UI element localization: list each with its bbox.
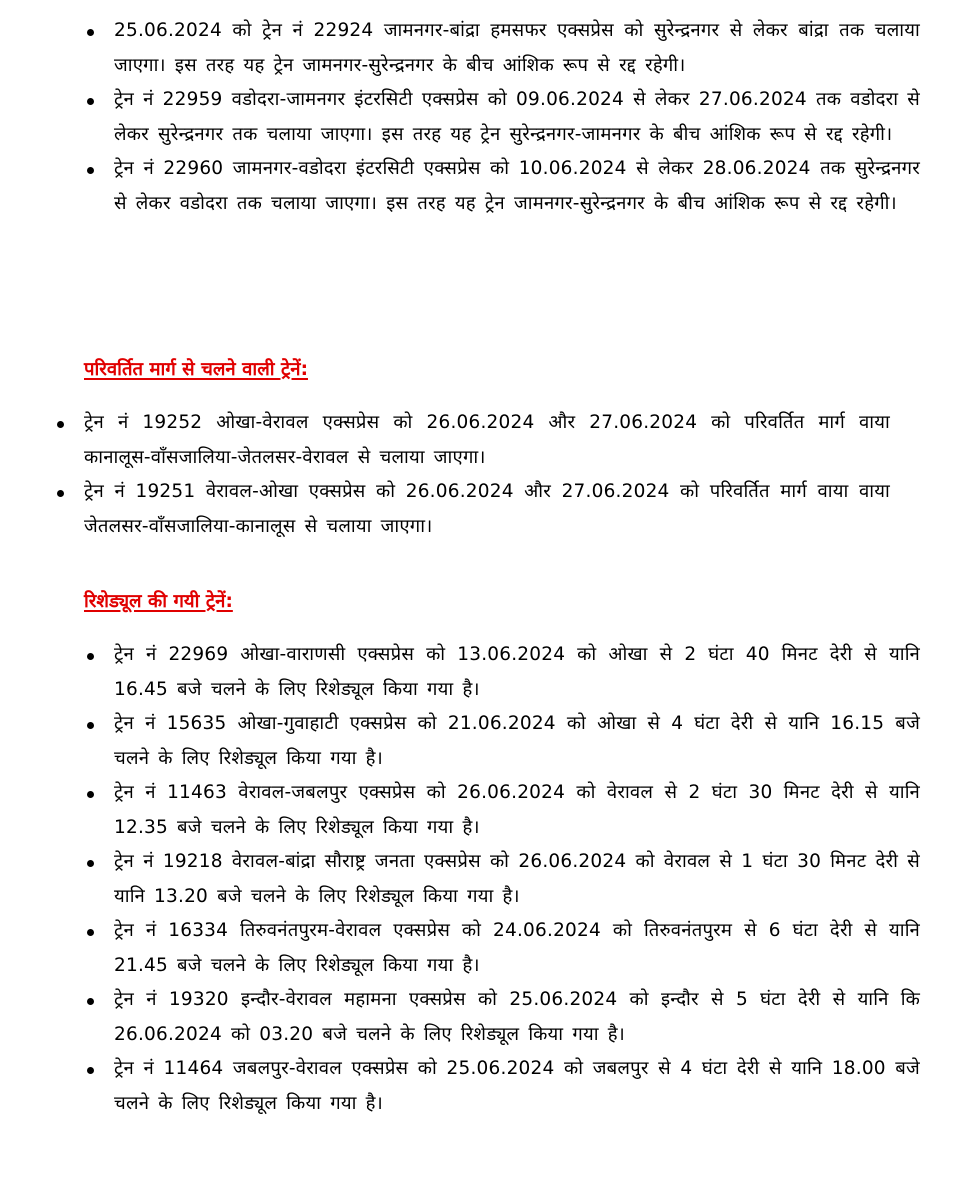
list-item xyxy=(114,845,920,914)
list-item-text: ट्रेन नं 19251 वेरावल-ओखा एक्सप्रेस को 26.06.2024 और 27.06.2024 को परिवर्तित मार्ग वाया वाया जेतलसर-वाँसजालिया-कानालूस से चलाया जाएगा। xyxy=(84,481,890,537)
rescheduled-trains-heading: रिशेड्यूल की गयी ट्रेनें: xyxy=(84,591,233,612)
bullet-icon xyxy=(87,98,94,105)
list-item xyxy=(84,475,890,544)
list-item-text: ट्रेन नं 11464 जबलपुर-वेरावल एक्सप्रेस को 25.06.2024 को जबलपुर से 4 घंटा देरी से यानि 18.00 बजे चलने के लिए रिशेड्यूल किया गया है। xyxy=(114,1058,920,1114)
list-item-text: ट्रेन नं 16334 तिरुवनंतपुरम-वेरावल एक्सप्रेस को 24.06.2024 को तिरुवनंतपुरम से 6 घंटा देरी से यानि 21.45 बजे चलने के लिए रिशेड्यूल किया गया है। xyxy=(114,920,920,976)
list-item xyxy=(84,406,890,475)
bullet-icon xyxy=(57,490,64,497)
bullet-icon xyxy=(87,167,94,174)
bullet-icon xyxy=(87,29,94,36)
list-item xyxy=(114,14,920,83)
bullet-icon xyxy=(57,421,64,428)
list-item-text: ट्रेन नं 15635 ओखा-गुवाहाटी एक्सप्रेस को 21.06.2024 को ओखा से 4 घंटा देरी से यानि 16.15 बजे चलने के लिए रिशेड्यूल किया गया है। xyxy=(114,713,920,769)
rescheduled-trains-list xyxy=(114,638,920,1121)
bullet-icon xyxy=(87,1067,94,1074)
list-item xyxy=(114,983,920,1052)
list-item-text: ट्रेन नं 22959 वडोदरा-जामनगर इंटरसिटी एक्सप्रेस को 09.06.2024 से लेकर 27.06.2024 तक वडोदरा से लेकर सुरेन्द्रनगर तक चलाया जाएगा। इस तरह यह ट्रेन सुरेन्द्रनगर-जामनगर के बीच आंशिक रूप से रद्द रहेगी। xyxy=(114,89,920,145)
list-item xyxy=(114,1052,920,1121)
diverted-trains-list xyxy=(84,406,890,544)
bullet-icon xyxy=(87,929,94,936)
list-item-text: ट्रेन नं 19218 वेरावल-बांद्रा सौराष्ट्र जनता एक्सप्रेस को 26.06.2024 को वेरावल से 1 घंटा 30 मिनट देरी से यानि 13.20 बजे चलने के लिए रिशेड्यूल किया गया है। xyxy=(114,851,920,907)
list-item-text: ट्रेन नं 19252 ओखा-वेरावल एक्सप्रेस को 26.06.2024 और 27.06.2024 को परिवर्तित मार्ग वाया कानालूस-वाँसजालिया-जेतलसर-वेरावल से चलाया जाएगा। xyxy=(84,412,890,468)
list-item xyxy=(114,776,920,845)
list-item-text: 25.06.2024 को ट्रेन नं 22924 जामनगर-बांद्रा हमसफर एक्सप्रेस को सुरेन्द्रनगर से लेकर बांद्रा तक चलाया जाएगा। इस तरह यह ट्रेन जामनगर-सुरेन्द्रनगर के बीच आंशिक रूप से रद्द रहेगी। xyxy=(114,20,920,76)
diverted-trains-heading: परिवर्तित मार्ग से चलने वाली ट्रेनें: xyxy=(84,359,308,380)
bullet-icon xyxy=(87,791,94,798)
list-item-text: ट्रेन नं 19320 इन्दौर-वेरावल महामना एक्सप्रेस को 25.06.2024 को इन्दौर से 5 घंटा देरी से यानि कि 26.06.2024 को 03.20 बजे चलने के लिए रिशेड्यूल किया गया है। xyxy=(114,989,920,1045)
list-item-text: ट्रेन नं 22960 जामनगर-वडोदरा इंटरसिटी एक्सप्रेस को 10.06.2024 से लेकर 28.06.2024 तक सुरेन्द्रनगर से लेकर वडोदरा तक चलाया जाएगा। इस तरह यह ट्रेन जामनगर-सुरेन्द्रनगर के बीच आंशिक रूप से रद्द रहेगी। xyxy=(114,158,920,214)
list-item-text: ट्रेन नं 22969 ओखा-वाराणसी एक्सप्रेस को 13.06.2024 को ओखा से 2 घंटा 40 मिनट देरी से यानि 16.45 बजे चलने के लिए रिशेड्यूल किया गया है। xyxy=(114,644,920,700)
bullet-icon xyxy=(87,722,94,729)
list-item xyxy=(114,83,920,152)
list-item-text: ट्रेन नं 11463 वेरावल-जबलपुर एक्सप्रेस को 26.06.2024 को वेरावल से 2 घंटा 30 मिनट देरी से यानि 12.35 बजे चलने के लिए रिशेड्यूल किया गया है। xyxy=(114,782,920,838)
list-item xyxy=(114,914,920,983)
bullet-icon xyxy=(87,653,94,660)
list-item xyxy=(114,707,920,776)
partially-cancelled-list xyxy=(114,14,920,221)
bullet-icon xyxy=(87,860,94,867)
bullet-icon xyxy=(87,998,94,1005)
list-item xyxy=(114,152,920,221)
list-item xyxy=(114,638,920,707)
